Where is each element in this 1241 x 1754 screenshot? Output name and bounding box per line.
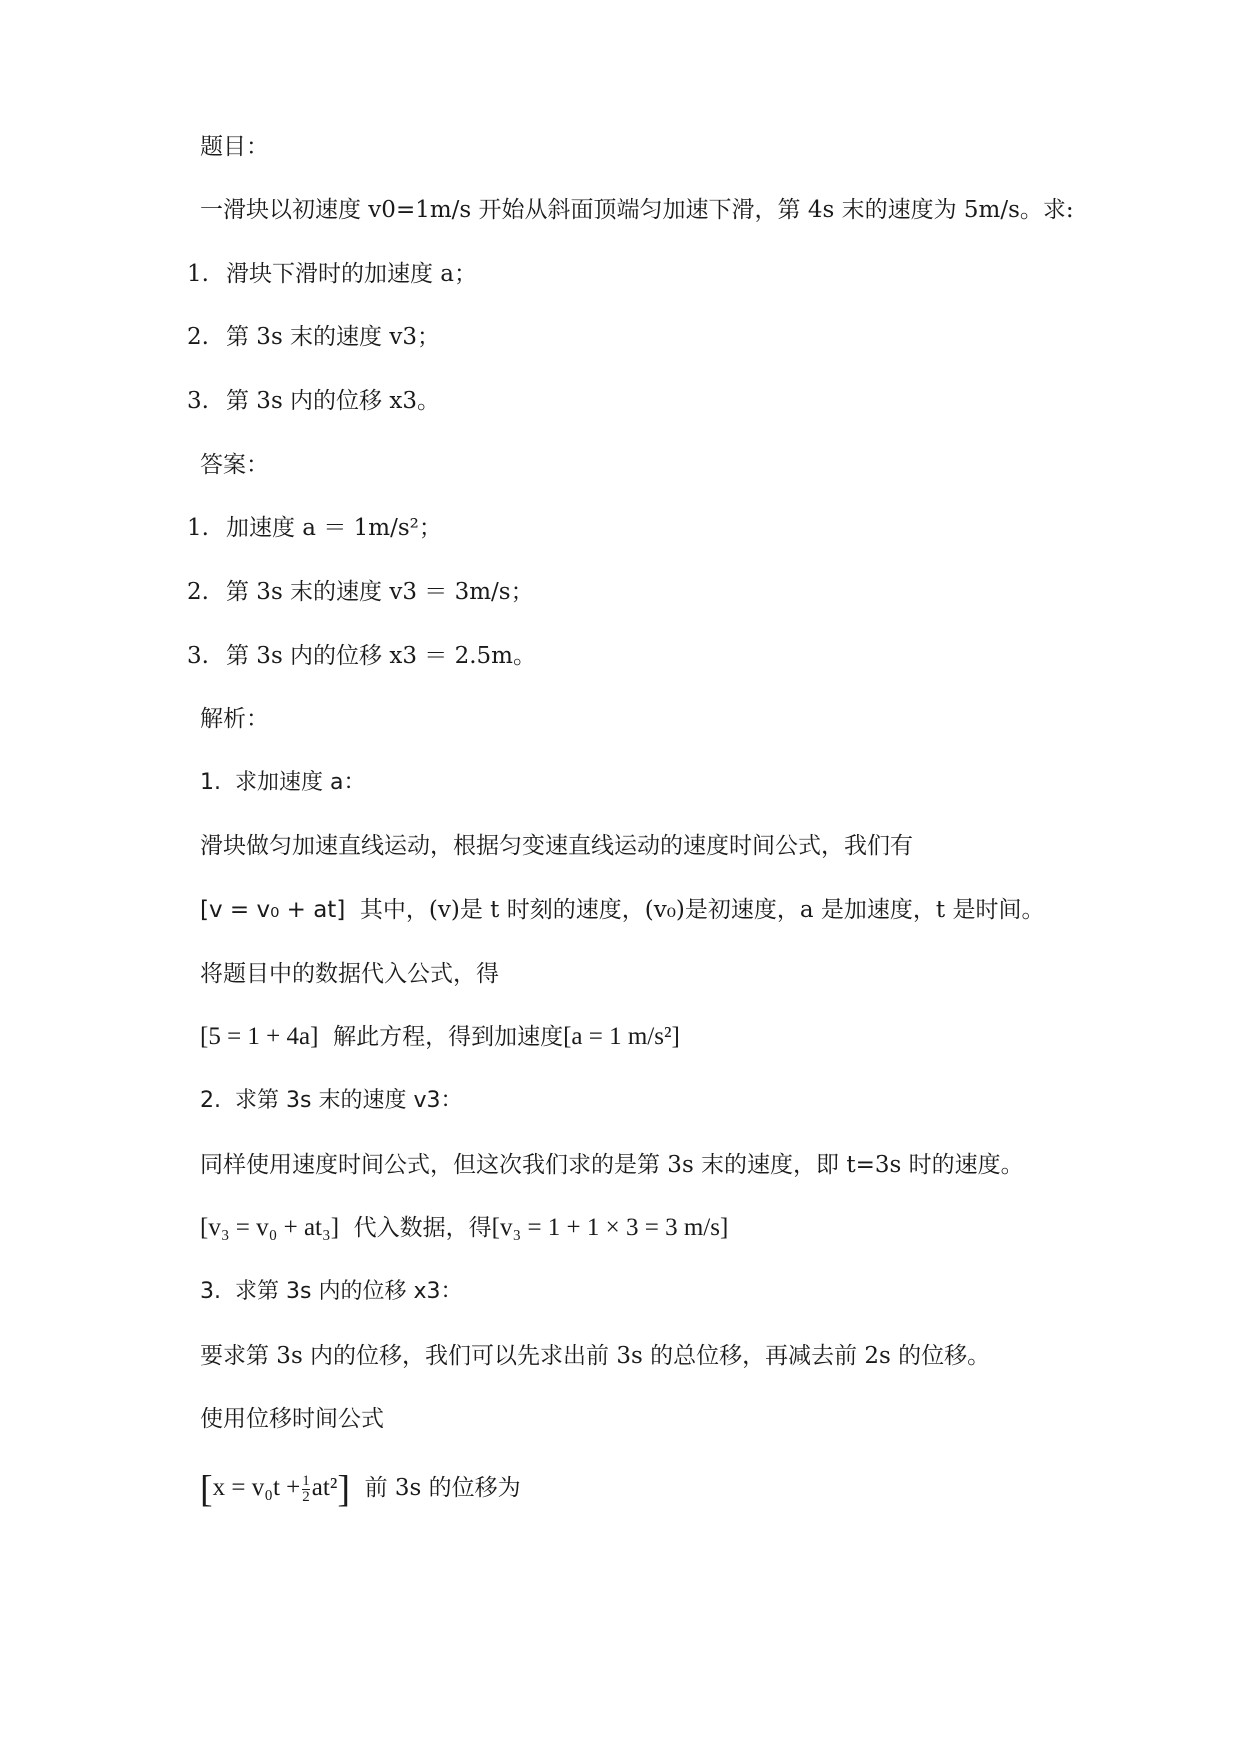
acceleration-result: [a = 1 m/s²] — [563, 1023, 680, 1050]
fraction-denominator: 2 — [302, 1488, 310, 1505]
list-number: 3. — [200, 1279, 221, 1304]
step1-formula-line — [200, 894, 1044, 926]
equation: [5 = 1 + 4a] — [200, 1023, 319, 1050]
answer-heading: 答案： — [200, 452, 269, 478]
question-item: 第 3s 内的位移 x3。 — [226, 388, 440, 414]
fraction — [302, 1474, 310, 1505]
step-title-text: 求加速度 a： — [235, 770, 366, 795]
velocity-formula: [v = v₀ + at] — [200, 897, 346, 923]
question-item: 第 3s 末的速度 v3； — [226, 324, 440, 350]
step1-text1: 滑块做匀加速直线运动，根据匀变速直线运动的速度时间公式，我们有 — [200, 833, 913, 859]
fraction-numerator: 1 — [302, 1472, 310, 1489]
step1-title — [200, 767, 365, 799]
analysis-heading: 解析： — [200, 706, 269, 732]
list-number: 1. — [200, 770, 221, 795]
formula-part: at² — [311, 1474, 338, 1501]
velocity-formula: [v₃ = v₀ + at₃] — [200, 1214, 340, 1241]
formula-explanation: 其中，(v)是 t 时刻的速度，(v₀)是初速度，a 是加速度，t 是时间。 — [359, 897, 1045, 923]
step3-title — [200, 1276, 462, 1308]
question-item: 滑块下滑时的加速度 a； — [226, 261, 478, 287]
formula-part: x = v₀t + — [212, 1474, 301, 1501]
list-number: 2. — [187, 579, 209, 605]
answer-item: 加速度 a ＝ 1m/s²； — [226, 515, 442, 541]
step1-text2: 将题目中的数据代入公式，得 — [200, 961, 499, 987]
list-number: 1. — [187, 515, 209, 541]
answer-item: 第 3s 末的速度 v3 ＝ 3m/s； — [226, 579, 534, 605]
step2-title — [200, 1085, 462, 1117]
list-number: 2. — [187, 324, 209, 350]
step1-equation-line — [200, 1021, 680, 1053]
step3-text1: 要求第 3s 内的位移，我们可以先求出前 3s 的总位移，再减去前 2s 的位移。 — [200, 1343, 991, 1369]
list-number: 3. — [187, 643, 209, 669]
step-title-text: 求第 3s 内的位移 x3： — [235, 1279, 463, 1304]
step3-formula-line — [200, 1468, 521, 1511]
question-stem: 一滑块以初速度 v0=1m/s 开始从斜面顶端匀加速下滑，第 4s 末的速度为 5m/s。求: — [200, 197, 1074, 223]
velocity-result: [v₃ = 1 + 1 × 3 = 3 m/s] — [491, 1214, 729, 1241]
step2-formula-line — [200, 1212, 728, 1244]
list-number: 1. — [187, 261, 209, 287]
step-title-text: 求第 3s 末的速度 v3： — [235, 1088, 463, 1113]
step3-text2: 使用位移时间公式 — [200, 1406, 384, 1432]
answer-item: 第 3s 内的位移 x3 ＝ 2.5m。 — [226, 643, 536, 669]
question-heading: 题目： — [200, 134, 269, 160]
list-number: 2. — [200, 1088, 221, 1113]
substitute-text: 代入数据，得 — [353, 1215, 492, 1241]
displacement-formula: [x = v₀t + $\frac{1}{2}$ at²] — [200, 1468, 350, 1511]
step2-text1: 同样使用速度时间公式，但这次我们求的是第 3s 末的速度，即 t=3s 时的速度。 — [200, 1152, 1024, 1178]
list-number: 3. — [187, 388, 209, 414]
after-text: 前 3s 的位移为 — [364, 1475, 521, 1501]
solve-text: 解此方程，得到加速度 — [333, 1024, 564, 1050]
